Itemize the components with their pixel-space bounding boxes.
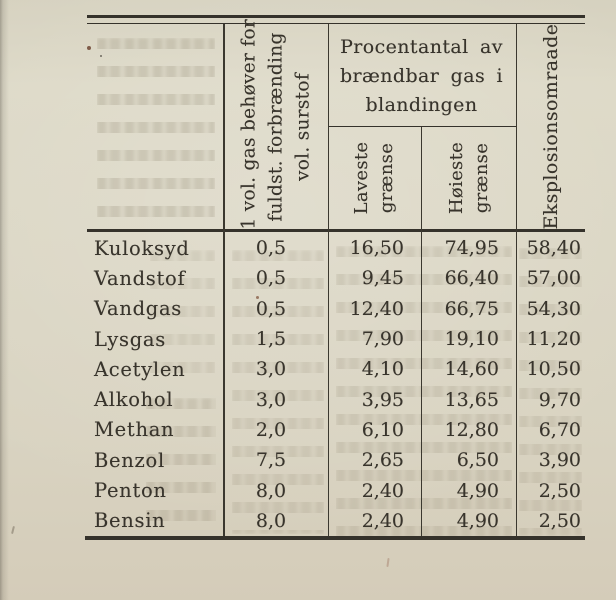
header-hoieste-line: grænse [470,142,492,214]
surstof-value: 7,5 [255,449,287,472]
hoieste-value: 4,90 [456,509,499,532]
hoieste-value: 66,40 [444,267,499,290]
surstof-value: 0,5 [255,267,287,290]
hoieste-value: 66,75 [444,297,499,320]
omraade-value: 57,00 [526,267,581,290]
table-row [87,415,585,445]
omraade-value: 2,50 [538,509,581,532]
header-laveste-line: grænse [376,142,397,214]
gas-name: Vandstof [94,266,186,290]
omraade-value: 3,90 [538,449,581,472]
laveste-value: 4,10 [361,358,404,381]
paper-mark [386,558,389,567]
table-row [87,506,585,536]
table-top-rule-thin [87,23,585,24]
header-eksplosion-line: Eksplosionsomraade [540,23,562,229]
header-surstof-line: vol. surstof [292,72,314,181]
laveste-value: 7,90 [361,328,404,351]
omraade-value: 11,20 [526,328,581,351]
paper-speck [87,46,91,50]
omraade-value: 10,50 [526,358,581,381]
group-title-line: brændbar gas i [339,64,504,87]
surstof-value: 3,0 [255,358,287,381]
table-row [87,384,585,414]
table-row [87,354,585,384]
laveste-value: 9,45 [361,267,404,290]
gas-name: Lysgas [94,327,166,351]
surstof-value: 3,0 [255,388,287,411]
hoieste-value: 74,95 [444,237,499,260]
gas-name: Methan [94,418,175,442]
header-hoieste-line: Høieste [445,141,467,215]
paper-mark [11,526,15,534]
gas-name: Kuloksyd [94,236,190,260]
paper-speck [100,55,102,57]
surstof-value: 8,0 [255,479,287,502]
gas-name: Acetylen [94,357,186,381]
gas-name: Vandgas [94,297,182,321]
laveste-value: 16,50 [349,237,404,260]
header-hoieste-graense [422,127,515,229]
bleedthrough-texture [97,38,215,228]
laveste-value: 6,10 [361,418,404,441]
omraade-value: 54,30 [526,297,581,320]
table-bottom-rule [85,536,585,540]
surstof-value: 8,0 [255,509,287,532]
hoieste-value: 14,60 [444,358,499,381]
laveste-value: 12,40 [349,297,404,320]
omraade-value: 2,50 [538,479,581,502]
gas-name: Benzol [94,448,165,472]
hoieste-value: 4,90 [456,479,499,502]
table-top-rule-thick [87,15,585,18]
omraade-value: 9,70 [538,388,581,411]
surstof-value: 0,5 [255,297,287,320]
table-row [87,445,585,475]
group-title-line: Procentantal av [340,35,503,58]
surstof-value: 2,0 [255,418,287,441]
gas-name: Alkohol [94,388,174,412]
table-row [87,233,585,263]
laveste-value: 2,65 [361,449,404,472]
hoieste-value: 12,80 [444,418,499,441]
laveste-value: 2,40 [361,479,404,502]
table-row [87,263,585,293]
gas-name: Penton [94,479,167,503]
laveste-value: 2,40 [361,509,404,532]
table-row [87,294,585,324]
surstof-value: 0,5 [255,237,287,260]
table-row [87,324,585,354]
header-laveste-graense [328,127,420,229]
laveste-value: 3,95 [361,388,404,411]
header-surstof-line: 1 vol. gas behøver for [238,18,260,229]
hoieste-value: 19,10 [444,328,499,351]
omraade-value: 58,40 [526,237,581,260]
gas-name: Bensin [94,509,166,533]
table-body [87,233,585,536]
surstof-value: 1,5 [255,328,287,351]
hoieste-value: 13,65 [444,388,499,411]
header-surstof-line: fuldst. forbrænding [265,31,287,222]
header-laveste-line: Laveste [351,141,372,215]
header-procentantal-group [327,26,516,126]
group-title-line: blandingen [365,93,478,116]
header-eksplosionsomraade [517,24,585,229]
omraade-value: 6,70 [538,418,581,441]
table-row [87,475,585,505]
header-bottom-rule [87,229,585,232]
header-surstof [225,18,327,229]
hoieste-value: 6,50 [456,449,499,472]
